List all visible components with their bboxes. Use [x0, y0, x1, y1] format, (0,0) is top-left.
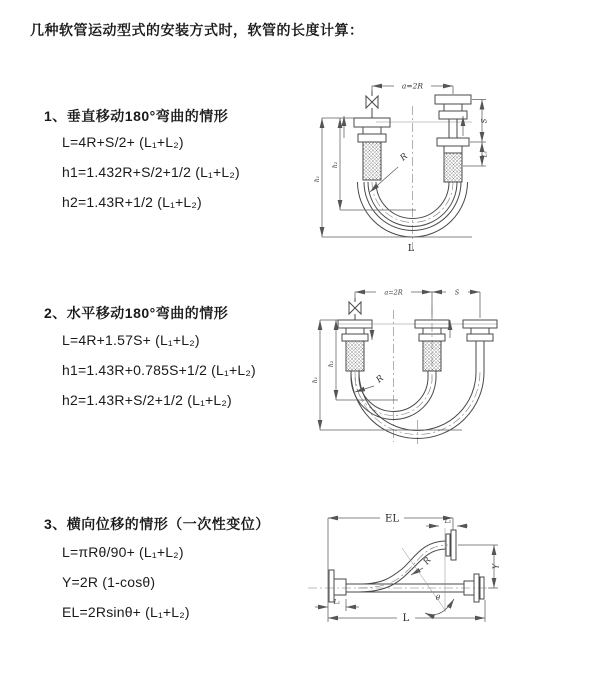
formula-3-el: EL=2Rsinθ+ (L₁+L₂) [62, 604, 190, 620]
section-3-heading: 3、横向位移的情形（一次性变位） [44, 516, 270, 532]
hose-assembly [338, 298, 497, 439]
dim-label-l1: L₁ [481, 150, 489, 158]
formula-1-length: L=4R+S/2+ (L₁+L₂) [62, 134, 184, 150]
dim-label-h2: h₂ [328, 360, 335, 368]
left-flange [338, 320, 372, 341]
braided-hose-middle [423, 341, 441, 371]
centerlines [372, 106, 453, 250]
formula-3-length: L=πRθ/90+ (L₁+L₂) [62, 544, 184, 560]
dim-label-a2r: a=2R [401, 81, 424, 91]
braided-hose-right [444, 153, 462, 182]
dim-label-h1: h₁ [312, 376, 319, 384]
dim-label-s: S [480, 118, 489, 124]
valve-icon [349, 298, 361, 320]
hose-assembly [329, 530, 484, 602]
formula-2-length: L=4R+1.57S+ (L₁+L₂) [62, 332, 200, 348]
formula-1-h2: h2=1.43R+1/2 (L₁+L₂) [62, 194, 202, 210]
braided-hose-left [346, 341, 364, 371]
dim-label-l1: L₁ [333, 599, 341, 606]
braided-hose-left [363, 142, 381, 180]
formula-3-y: Y=2R (1-cosθ) [62, 574, 156, 590]
dim-label-h1: h₁ [314, 175, 321, 183]
right-flange-lower [437, 138, 469, 153]
left-flange [354, 118, 390, 142]
section-2-heading: 2、水平移动180°弯曲的情形 [44, 305, 229, 321]
diagram-horizontal-180-bend [310, 282, 600, 467]
dim-label-el: EL [385, 513, 399, 525]
dim-label-y: Y [491, 563, 501, 570]
diagram-lateral-displacement [298, 500, 600, 650]
dim-label-s: S [454, 288, 460, 297]
hose-stubs [351, 341, 484, 377]
angle-label: θ [435, 594, 441, 602]
radius-leader [355, 386, 374, 392]
length-label: L [407, 243, 415, 254]
formula-1-h1: h1=1.432R+S/2+1/2 (L₁+L₂) [62, 164, 240, 180]
section-1-heading: 1、垂直移动180°弯曲的情形 [44, 108, 229, 124]
radius-label: R [374, 373, 386, 386]
page-title: 几种软管运动型式的安装方式时，软管的长度计算： [30, 22, 364, 38]
radius-leader [411, 568, 423, 575]
radius-label: R [421, 555, 434, 567]
radius-label: R [398, 151, 410, 164]
dim-label-h2: h₂ [332, 161, 339, 169]
right-flange-upper [435, 95, 471, 119]
diagram-vertical-180-bend [310, 70, 600, 265]
centerlines [355, 306, 480, 444]
dim-label-l2: L₂ [444, 518, 452, 525]
dim-label-l: L [402, 613, 410, 624]
right-flange [463, 320, 497, 341]
dimension-lines [320, 292, 480, 430]
dim-label-a2r: a=2R [384, 288, 403, 297]
valve-icon [366, 90, 378, 118]
formula-2-h2: h2=1.43R+S/2+1/2 (L₁+L₂) [62, 392, 232, 408]
dimension-lines [315, 518, 498, 622]
formula-2-h1: h1=1.43R+0.785S+1/2 (L₁+L₂) [62, 362, 256, 378]
left-flange [329, 570, 346, 602]
